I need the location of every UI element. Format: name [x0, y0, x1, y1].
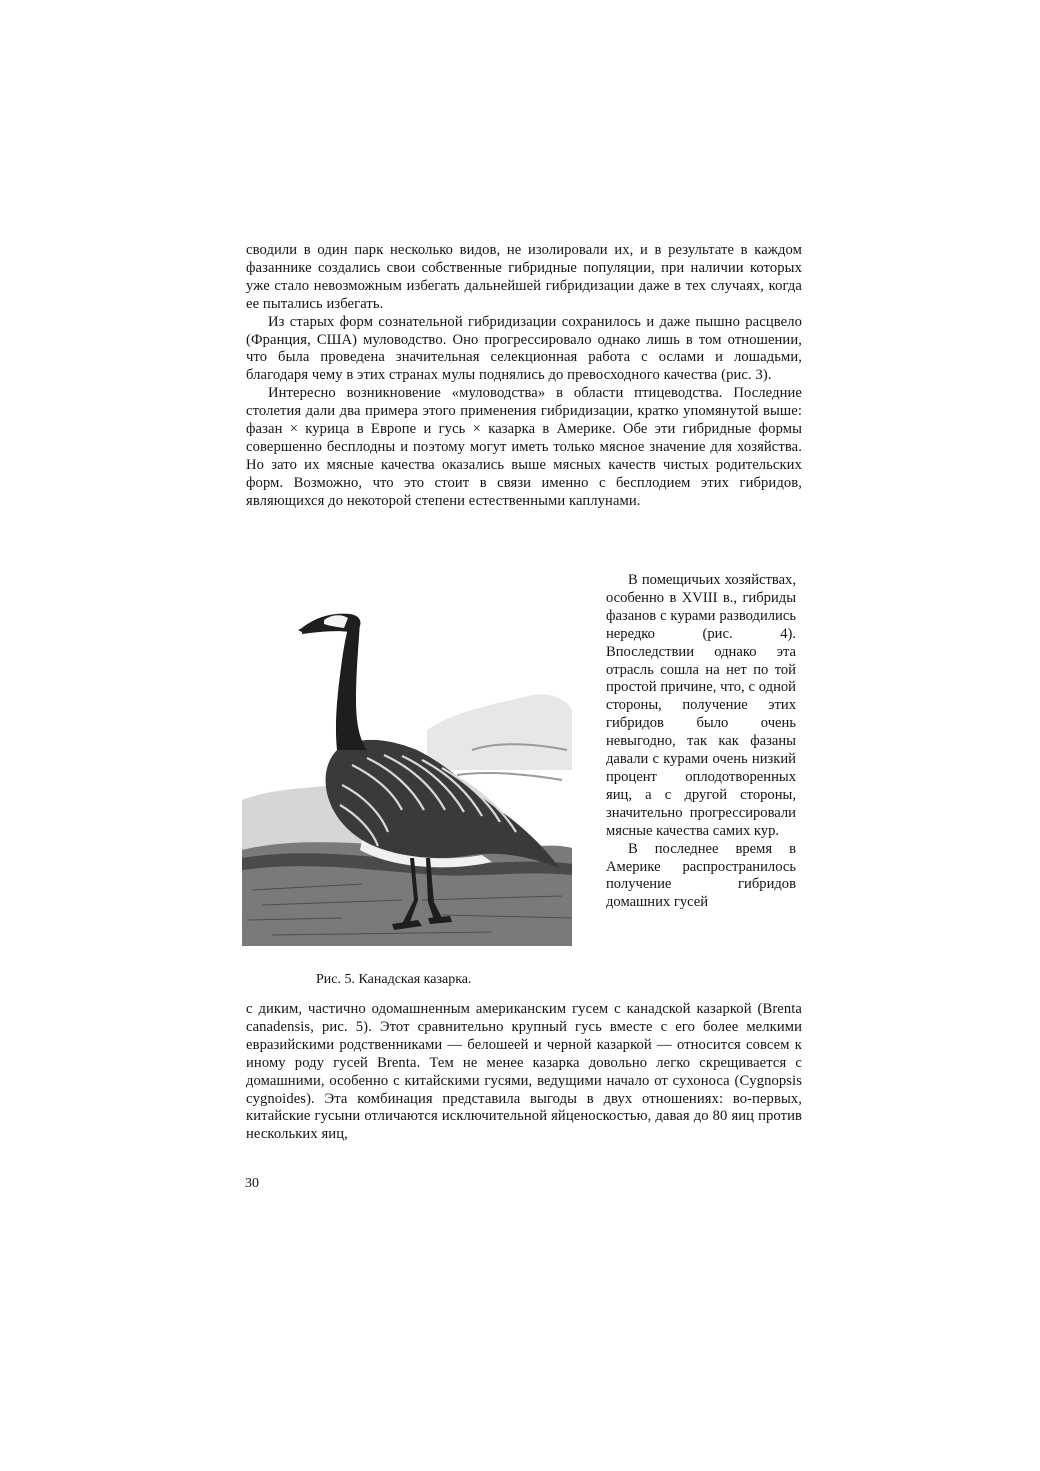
paragraph: сводили в один парк несколько видов, не изолировали их, и в результате в каждом фазаннике создались свои собственные гибридные популяции, при наличии которых уже стало невозможным избегать дальнейшей гибридизации даже в тех случаях, когда ее пытались избегать.: [246, 242, 802, 312]
paragraph: Интересно возникновение «муловодства» в области птицеводства. Последние столетия дали два примера этого применения гибридизации, кратко упомянутой выше: фазан × курица в Европе и гусь × казарка в Америке. Обе эти гибридные формы совершенно бесплодны и поэтому могут иметь только мясное значение для хозяйства. Но зато их мясные качества оказались выше мясных качеств чистых родительских форм. Возможно, что это стоит в связи именно с бесплодием этих гибридов, являющихся до некоторой степени естественными каплунами.: [246, 385, 802, 509]
paragraph: В последнее время в Америке распространилось получение гибридов домашних гусей: [606, 840, 796, 911]
figure-caption: Рис. 5. Канадская казарка.: [316, 972, 472, 987]
canada-goose-illustration: [242, 600, 582, 946]
paragraph: Из старых форм сознательной гибридизации сохранилось и даже пышно расцвело (Франция, США) муловодство. Оно прогрессировало однако лишь в том отношении, что была проведена значительная селекционная работа с ослами и лошадьми, благодаря чему в этих странах мулы поднялись до превосходного качества (рис. 3).: [246, 313, 802, 384]
paragraph: В помещичьих хозяйствах, особенно в XVIII в., гибриды фазанов с курами разводились нередко (рис. 4). Впоследствии однако эта отрасль сошла на нет по той простой причине, что, с одной стороны, получение этих гибридов было очень невыгодно, так как фазаны давали с курами очень низкий процент оплодотворенных яиц, а с другой стороны, значительно прогрессировали мясные качества самих кур.: [606, 572, 796, 839]
page-number: 30: [245, 1176, 259, 1191]
side-text-block: [606, 572, 796, 912]
paragraph: с диким, частично одомашненным американским гусем с канадской казаркой (Brenta canadensis, рис. 5). Этот сравнительно крупный гусь вместе с его более мелкими евразийскими родственниками — белошеей и черной казаркой — относится совсем к иному роду гусей Brenta. Тем не менее казарка довольно легко скрещивается с домашними, особенно с китайскими гусями, ведущими начало от сухоноса (Cygnopsis cygnoides). Эта комбинация представила выгоды в двух отношениях: во-первых, китайские гусыни отличаются исключительной яйценоскостью, давая до 80 яиц против нескольких яиц,: [246, 1001, 802, 1143]
figure-canada-goose: [242, 600, 582, 946]
bottom-text-block: [246, 1001, 802, 1144]
top-text-block: [246, 242, 802, 511]
